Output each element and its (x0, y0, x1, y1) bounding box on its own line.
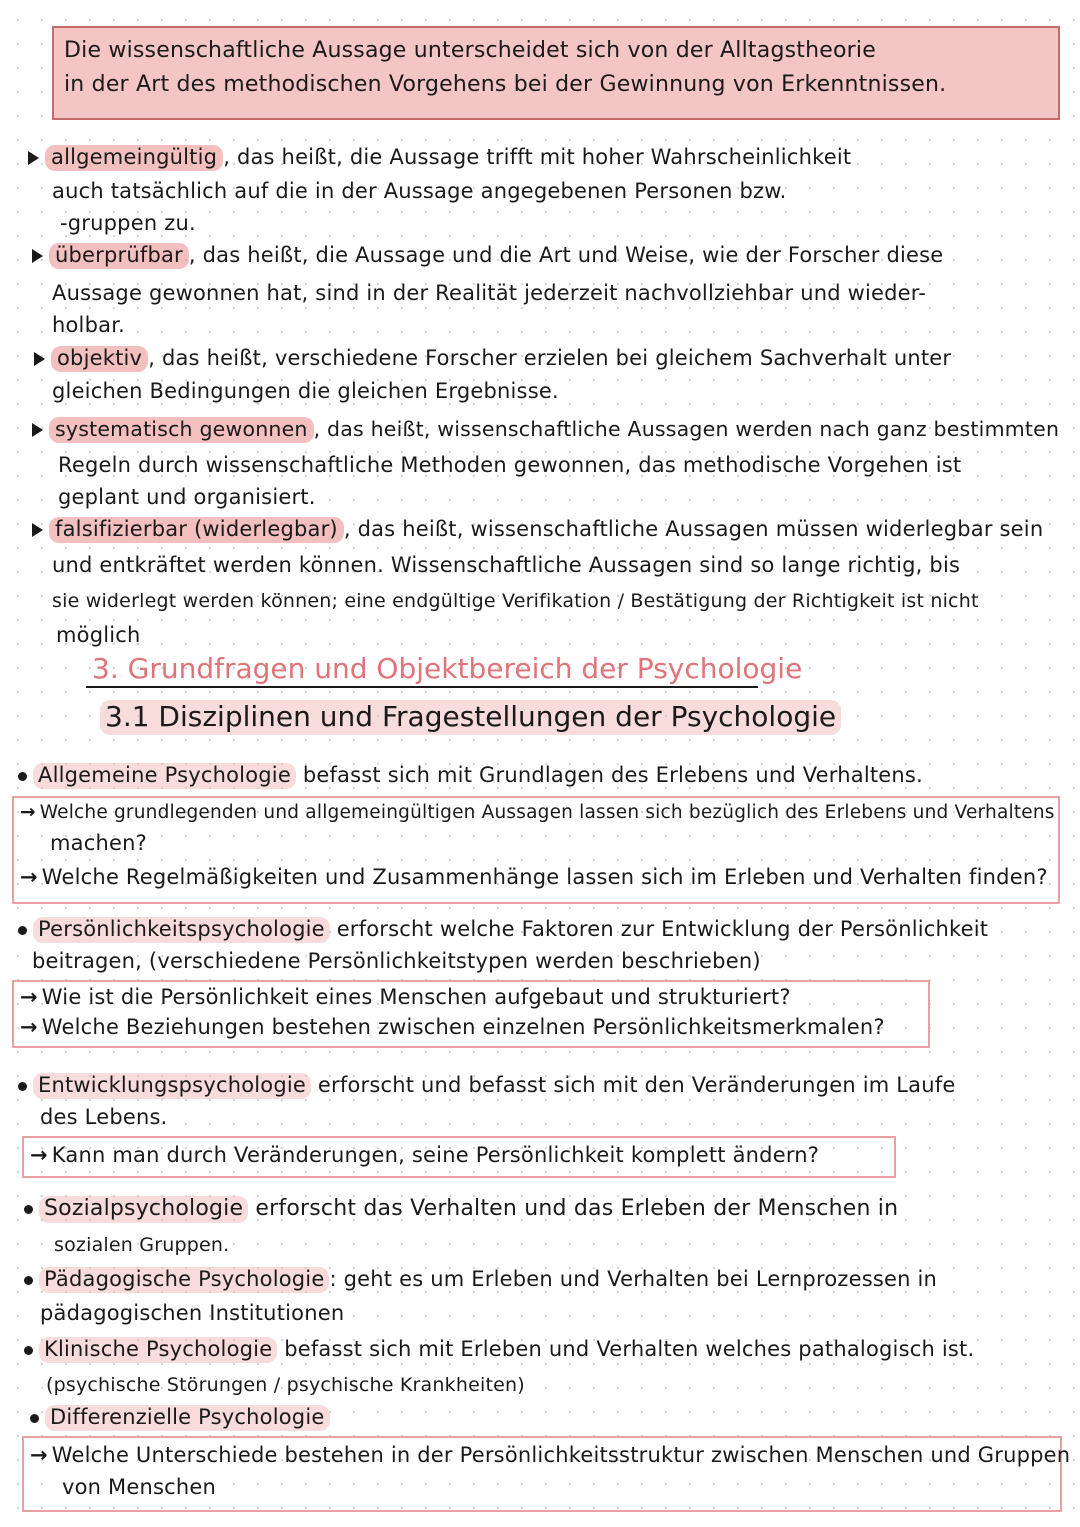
discipline-paedagogisch: Pädagogische Psychologie : geht es um Erleben und Verhalten bei Lernprozessen in (24, 1266, 937, 1292)
criterion-text: gleichen Bedingungen die gleichen Ergebnisse. (52, 379, 559, 403)
question: → Welche Unterschiede bestehen in der Persönlichkeitsstruktur zwischen Menschen und Gruppen (30, 1443, 1071, 1467)
criterion-term: objektiv (51, 346, 148, 372)
bullet-dot-icon (24, 1346, 33, 1355)
bullet-arrow-icon (28, 151, 39, 165)
criterion-falsifizierbar: falsifizierbar (widerlegbar) , das heißt, wissenschaftliche Aussagen müssen widerlegbar sein (32, 516, 1043, 542)
criterion-text: geplant und organisiert. (58, 485, 316, 509)
discipline-text: beitragen, (verschiedene Persönlichkeitstypen werden beschrieben) (32, 949, 761, 973)
question: → Wie ist die Persönlichkeit eines Menschen aufgebaut und strukturiert? (20, 985, 791, 1009)
section-underline (86, 686, 758, 688)
criterion-text: -gruppen zu. (60, 211, 196, 235)
criterion-text: holbar. (52, 313, 125, 337)
discipline-sozial: Sozialpsychologie erforscht das Verhalten und das Erleben der Menschen in (24, 1196, 898, 1222)
bullet-arrow-icon (34, 352, 45, 366)
criterion-text: auch tatsächlich auf die in der Aussage angegebenen Personen bzw. (52, 179, 787, 203)
criterion-text: und entkräftet werden können. Wissenschaftliche Aussagen sind so lange richtig, bis (52, 553, 961, 577)
question: machen? (50, 831, 147, 855)
section-heading: 3. Grundfragen und Objektbereich der Psychologie (92, 652, 803, 685)
criterion-ueberpruefbar: überprüfbar , das heißt, die Aussage und die Art und Weise, wie der Forscher diese (32, 242, 943, 268)
bullet-arrow-icon (32, 249, 43, 263)
criterion-text: sie widerlegt werden können; eine endgültige Verifikation / Bestätigung der Richtigkeit ist nicht (52, 590, 979, 612)
bullet-arrow-icon (32, 423, 43, 437)
criterion-term: allgemeingültig (45, 145, 223, 171)
criterion-text: möglich (56, 623, 141, 647)
discipline-allgemeine: Allgemeine Psychologie befasst sich mit Grundlagen des Erlebens und Verhaltens. (18, 762, 923, 788)
arrow-right-icon: → (30, 1143, 48, 1167)
criterion-text: Aussage gewonnen hat, sind in der Realität jederzeit nachvollziehbar und wieder- (52, 281, 927, 305)
question: → Welche grundlegenden und allgemeingültigen Aussagen lassen sich bezüglich des Erlebens und Verhaltens (20, 800, 1055, 826)
arrow-right-icon: → (20, 802, 36, 823)
discipline-persoenlichkeit: Persönlichkeitspsychologie erforscht welche Faktoren zur Entwicklung der Persönlichkeit (18, 916, 988, 942)
question: → Welche Regelmäßigkeiten und Zusammenhänge lassen sich im Erleben und Verhalten finden? (20, 865, 1048, 889)
intro-line-1: Die wissenschaftliche Aussage unterscheidet sich von der Alltagstheorie (64, 38, 876, 63)
arrow-right-icon: → (30, 1443, 48, 1467)
criterion-term: systematisch gewonnen (49, 417, 314, 443)
criterion-objektiv: objektiv , das heißt, verschiedene Forscher erzielen bei gleichem Sachverhalt unter (34, 345, 951, 371)
discipline-differenziell: Differenzielle Psychologie (30, 1404, 330, 1430)
bullet-dot-icon (30, 1414, 39, 1423)
arrow-right-icon: → (20, 985, 38, 1009)
discipline-entwicklung: Entwicklungspsychologie erforscht und befasst sich mit den Veränderungen im Laufe (18, 1072, 955, 1098)
question: → Kann man durch Veränderungen, seine Persönlichkeit komplett ändern? (30, 1143, 820, 1167)
criterion-allgemeingueltig: allgemeingültig , das heißt, die Aussage trifft mit hoher Wahrscheinlichkeit (28, 144, 851, 170)
discipline-text: (psychische Störungen / psychische Krankheiten) (46, 1374, 525, 1396)
criterion-systematisch: systematisch gewonnen , das heißt, wissenschaftliche Aussagen werden nach ganz bestimmten (32, 416, 1059, 442)
discipline-text: des Lebens. (40, 1105, 168, 1129)
discipline-text: sozialen Gruppen. (54, 1234, 230, 1256)
criterion-text: Regeln durch wissenschaftliche Methoden gewonnen, das methodische Vorgehen ist (58, 453, 962, 477)
bullet-dot-icon (18, 1082, 27, 1091)
question: von Menschen (62, 1475, 217, 1499)
discipline-klinisch: Klinische Psychologie befasst sich mit Erleben und Verhalten welches pathalogisch ist. (24, 1336, 974, 1362)
arrow-right-icon: → (20, 865, 38, 889)
bullet-dot-icon (18, 772, 27, 781)
question: → Welche Beziehungen bestehen zwischen einzelnen Persönlichkeitsmerkmalen? (20, 1015, 885, 1039)
criterion-term: falsifizierbar (widerlegbar) (49, 517, 344, 543)
bullet-arrow-icon (32, 523, 43, 537)
bullet-dot-icon (24, 1276, 33, 1285)
discipline-text: pädagogischen Institutionen (40, 1301, 345, 1325)
criterion-term: überprüfbar (49, 243, 189, 269)
intro-line-2: in der Art des methodischen Vorgehens bei der Gewinnung von Erkenntnissen. (64, 72, 947, 97)
subsection-heading: 3.1 Disziplinen und Fragestellungen der Psychologie (100, 700, 841, 734)
bullet-dot-icon (18, 926, 27, 935)
bullet-dot-icon (24, 1205, 33, 1214)
arrow-right-icon: → (20, 1015, 38, 1039)
